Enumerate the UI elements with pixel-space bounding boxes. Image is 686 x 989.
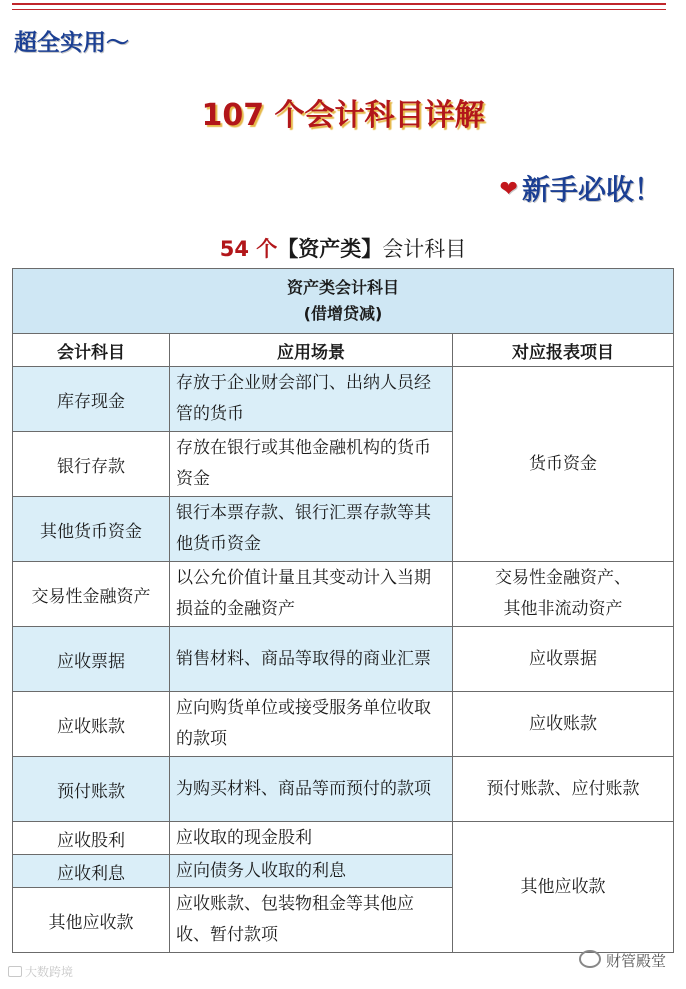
camera-icon	[8, 966, 22, 977]
group-subtitle: (借增贷减)	[303, 304, 383, 323]
table-title-category: 【资产类】	[277, 237, 383, 261]
top-divider	[12, 3, 666, 10]
report-item: 应收票据	[453, 627, 674, 692]
column-header-account: 会计科目	[13, 334, 170, 367]
report-item: 货币资金	[453, 367, 674, 562]
table-title	[0, 233, 686, 263]
report-item-line: 交易性金融资产、	[495, 568, 631, 588]
account-scene: 应向债务人收取的利息	[170, 855, 453, 888]
account-scene: 为购买材料、商品等而预付的款项	[170, 757, 453, 822]
account-scene: 存放于企业财会部门、出纳人员经管的货币	[170, 367, 453, 432]
column-header-report-item: 对应报表项目	[453, 334, 674, 367]
account-scene: 存放在银行或其他金融机构的货币资金	[170, 432, 453, 497]
account-scene: 应收取的现金股利	[170, 822, 453, 855]
account-name: 银行存款	[13, 432, 170, 497]
table-title-rest: 会计科目	[382, 237, 467, 261]
account-name: 应收账款	[13, 692, 170, 757]
account-scene: 银行本票存款、银行汇票存款等其他货币资金	[170, 497, 453, 562]
account-scene: 以公允价值计量且其变动计入当期损益的金融资产	[170, 562, 453, 627]
report-item: 预付账款、应付账款	[453, 757, 674, 822]
heart-icon: ❤	[499, 177, 518, 202]
account-name: 应收股利	[13, 822, 170, 855]
watermark-right	[579, 950, 666, 971]
watermark-left	[8, 963, 73, 980]
account-name: 其他货币资金	[13, 497, 170, 562]
column-header-scene: 应用场景	[170, 334, 453, 367]
account-name: 其他应收款	[13, 888, 170, 953]
report-item	[453, 562, 674, 627]
table-row	[13, 562, 674, 627]
table-row	[13, 822, 674, 855]
subtitle-text: 新手必收！	[521, 173, 662, 206]
subtitle-line	[500, 168, 662, 208]
main-title: 107 个会计科目详解	[201, 98, 485, 133]
table-title-count: 54 个	[219, 237, 278, 261]
account-name: 应收票据	[13, 627, 170, 692]
column-header-row	[13, 334, 674, 367]
accounts-table	[12, 268, 674, 953]
table-row	[13, 757, 674, 822]
account-name: 预付账款	[13, 757, 170, 822]
group-title: 资产类会计科目	[286, 278, 399, 297]
watermark-right-text: 财管殿堂	[605, 952, 666, 970]
table-row	[13, 627, 674, 692]
report-item: 其他应收款	[453, 822, 674, 953]
watermark-left-text: 大数跨境	[25, 965, 74, 979]
report-item-line: 其他非流动资产	[503, 599, 623, 619]
intro-heading: 超全实用～	[14, 30, 129, 56]
account-name: 应收利息	[13, 855, 170, 888]
account-scene: 销售材料、商品等取得的商业汇票	[170, 627, 453, 692]
table-group-header	[13, 269, 674, 334]
wechat-icon	[579, 950, 601, 968]
account-name: 交易性金融资产	[13, 562, 170, 627]
account-scene: 应向购货单位或接受服务单位收取的款项	[170, 692, 453, 757]
account-scene: 应收账款、包装物租金等其他应收、暂付款项	[170, 888, 453, 953]
group-header-cell	[13, 269, 674, 334]
table-row	[13, 692, 674, 757]
account-name: 库存现金	[13, 367, 170, 432]
table-row	[13, 367, 674, 432]
report-item: 应收账款	[453, 692, 674, 757]
